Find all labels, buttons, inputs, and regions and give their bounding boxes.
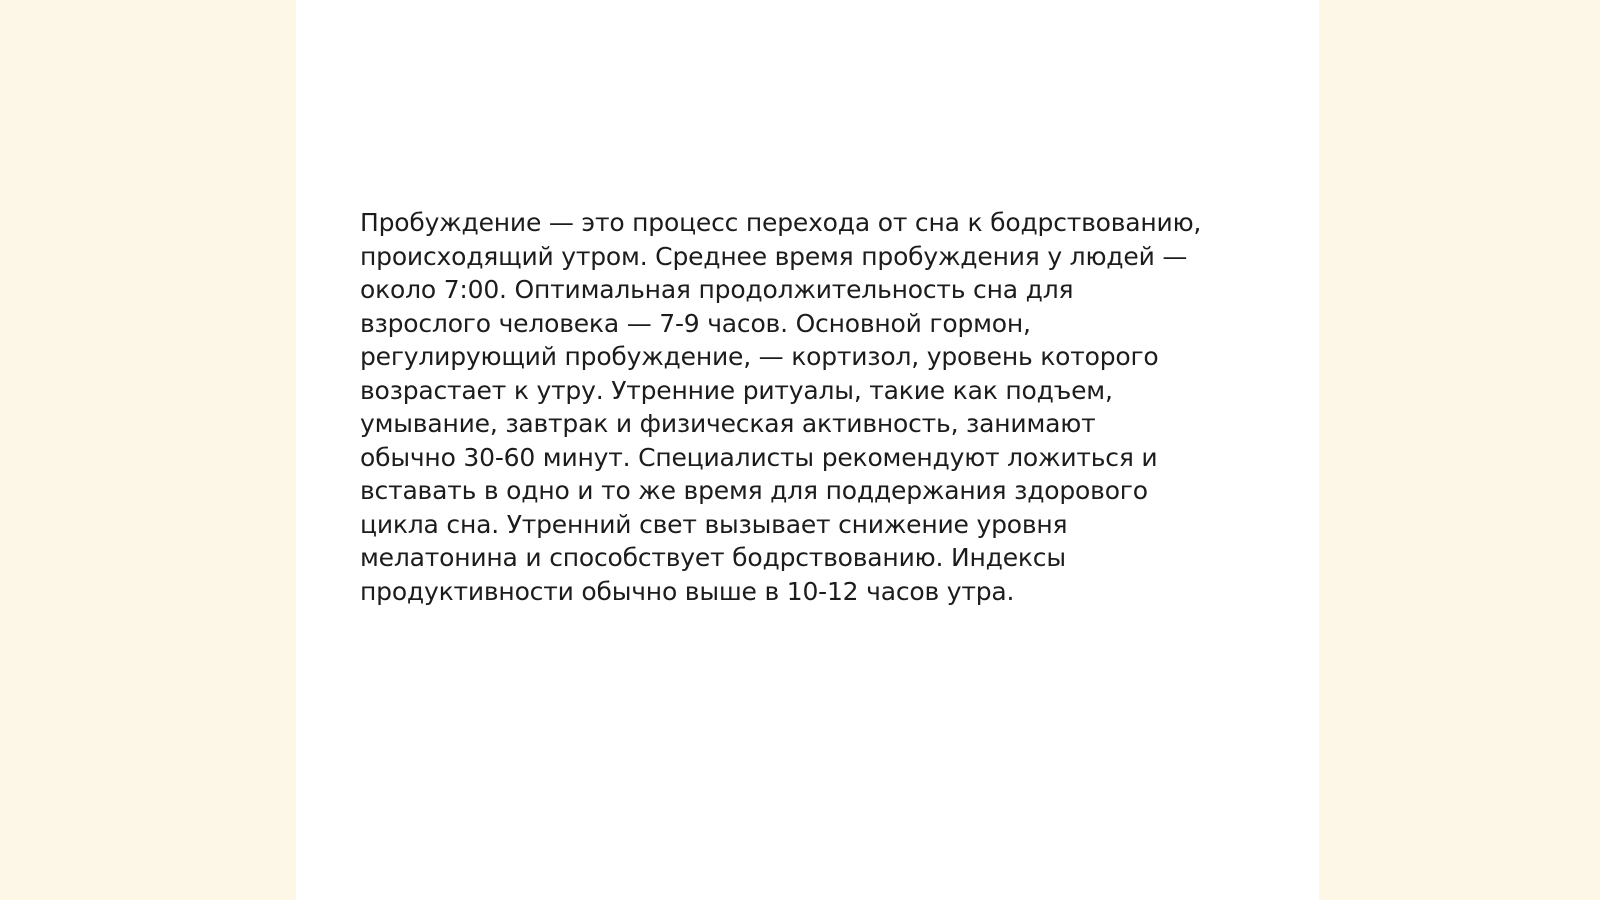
paragraph-line: происходящий утром. Среднее время пробуждения у людей — <box>360 241 1188 271</box>
paragraph-line: возрастает к утру. Утренние ритуалы, такие как подъем, <box>360 375 1113 405</box>
paragraph-line: Пробуждение — это процесс перехода от сна к бодрствованию, <box>360 208 1202 237</box>
paragraph-line: умывание, завтрак и физическая активность, занимают <box>360 409 1096 438</box>
paragraph-line: около 7:00. Оптимальная продолжительность сна для <box>360 275 1074 304</box>
paragraph-line: мелатонина и способствует бодрствованию. Индексы <box>360 543 1066 572</box>
paragraph-line: продуктивности обычно выше в 10-12 часов утра. <box>360 576 1015 606</box>
paragraph-line: вставать в одно и то же время для поддержания здорового <box>360 476 1148 505</box>
paragraph-line: цикла сна. Утренний свет вызывает снижение уровня <box>360 509 1068 539</box>
paragraph-line: обычно 30-60 минут. Специалисты рекомендуют ложиться и <box>360 442 1158 472</box>
paragraph-line: регулирующий пробуждение, — кортизол, уровень которого <box>360 342 1159 371</box>
document-page <box>296 0 1319 900</box>
paragraph-line: взрослого человека — 7-9 часов. Основной гормон, <box>360 308 1031 338</box>
body-paragraph <box>360 206 1260 608</box>
